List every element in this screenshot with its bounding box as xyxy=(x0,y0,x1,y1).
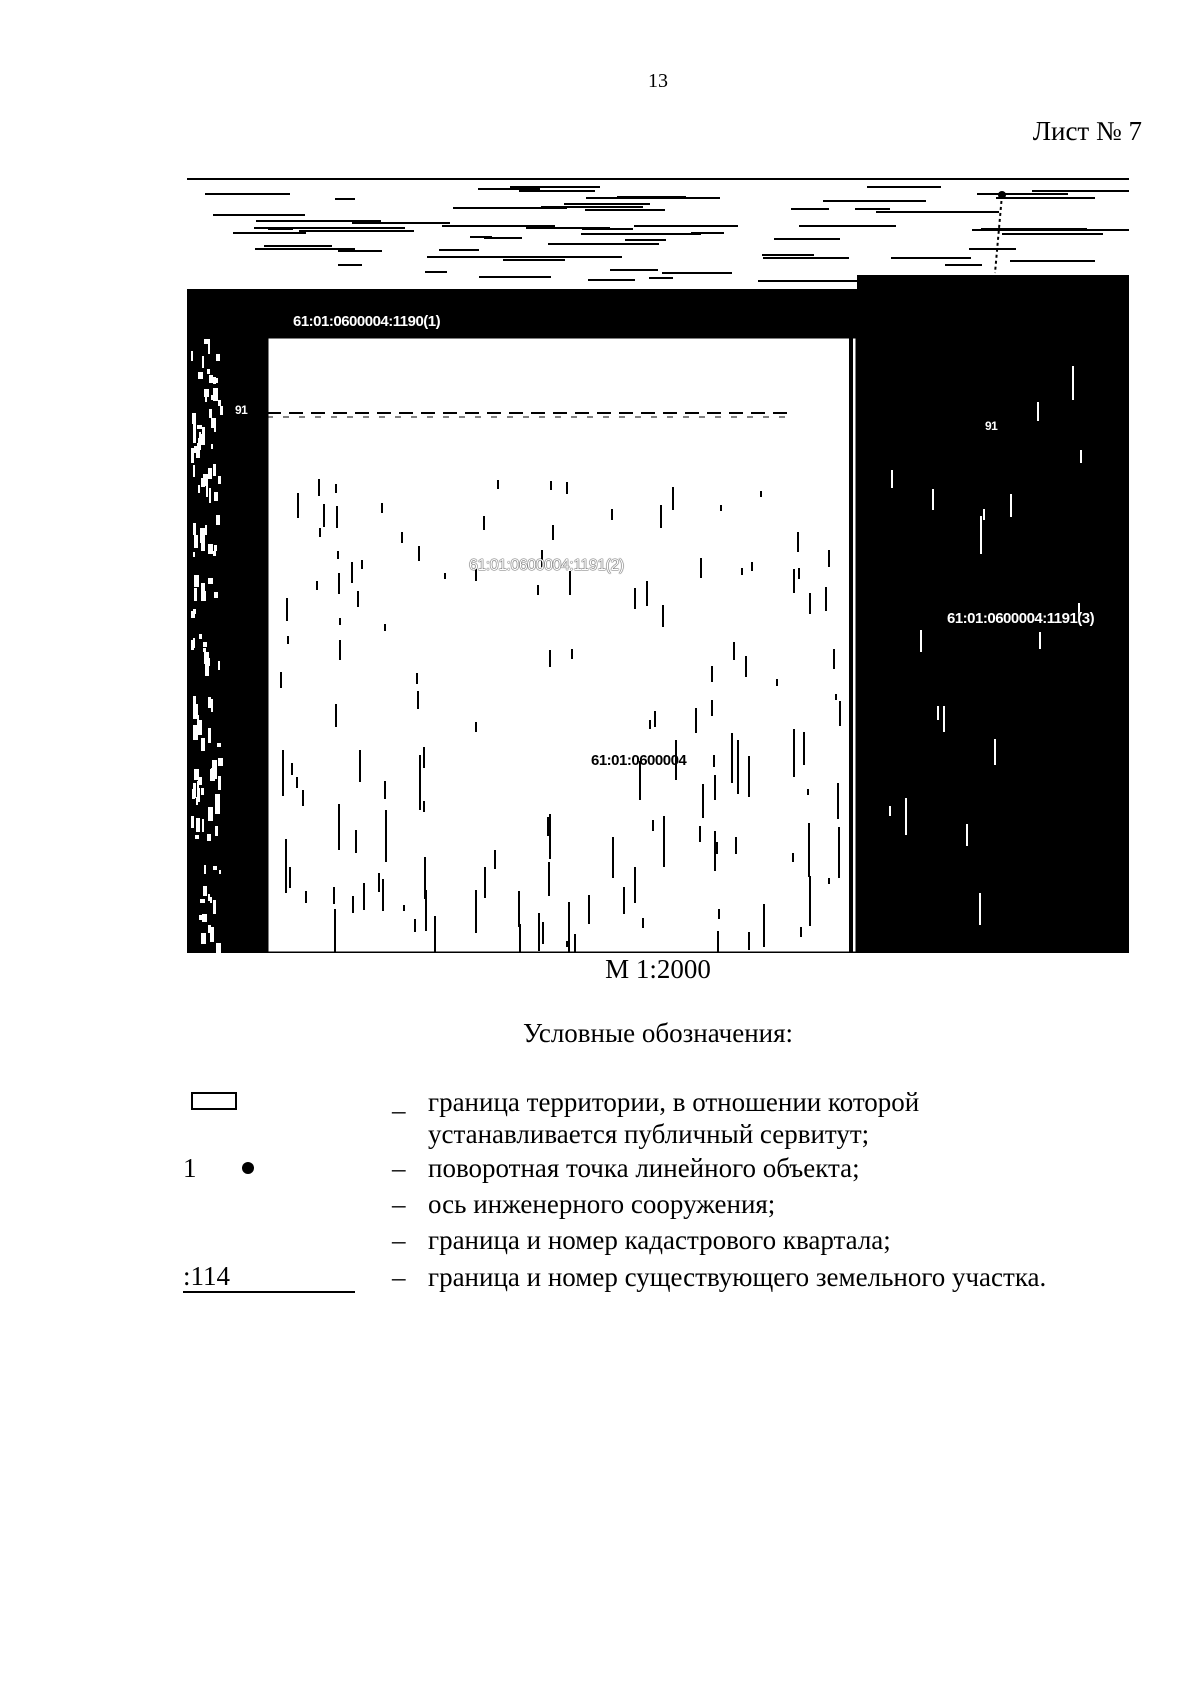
map-speckle xyxy=(218,776,221,790)
map-speckle xyxy=(193,423,196,438)
map-speckle xyxy=(220,406,223,415)
map-speckle xyxy=(201,738,205,751)
map-canvas xyxy=(187,177,1129,953)
map-speckle xyxy=(208,544,213,554)
map-speckle xyxy=(212,760,217,767)
legend-text-line: граница территории, в отношении которой xyxy=(428,1087,920,1117)
map-label-point-91-left: 91 xyxy=(235,403,248,417)
map-speckle xyxy=(211,699,213,712)
map-label-quarter: 61:01:0600004 xyxy=(591,752,687,769)
map-speckle xyxy=(211,395,215,400)
map-speckle xyxy=(211,418,216,428)
map-speckle xyxy=(200,528,205,543)
map-speckle xyxy=(199,432,201,439)
map-speckle xyxy=(203,648,206,652)
map-speckle xyxy=(208,578,213,584)
map-speckle xyxy=(193,725,198,740)
map-speckle xyxy=(219,870,221,874)
map-speckle xyxy=(193,783,196,798)
legend-text: поворотная точка линейного объекта; xyxy=(428,1153,860,1183)
legend-title: Условные обозначения: xyxy=(522,1018,794,1048)
map-speckle xyxy=(211,444,213,449)
map-speckle xyxy=(210,769,215,781)
map-speckle xyxy=(216,943,221,953)
map-speckle xyxy=(204,652,209,664)
map-speckle xyxy=(205,393,207,402)
map-label-parcel-1190: 61:01:0600004:1190(1) xyxy=(293,313,441,330)
map-speckle xyxy=(201,583,205,597)
map-speckle xyxy=(214,545,217,551)
map-speckle xyxy=(213,866,217,870)
map-speckle xyxy=(209,409,212,418)
map-speckle xyxy=(200,899,205,903)
map-speckle xyxy=(208,894,210,901)
map-speckle xyxy=(201,788,204,795)
map-speckle xyxy=(217,743,221,747)
turning-point-number: 1 xyxy=(183,1153,197,1183)
legend-dash: – xyxy=(392,1095,406,1125)
map-speckle xyxy=(215,826,218,836)
legend-text: граница и номер кадастрового квартала; xyxy=(428,1225,891,1255)
legend-text: граница и номер существующего земельного участка. xyxy=(428,1262,1047,1292)
legend-dash: – xyxy=(392,1225,406,1255)
legend-item-servitude-boundary xyxy=(0,1086,1200,1150)
map-speckle xyxy=(195,835,199,839)
map-speckle xyxy=(214,492,218,501)
legend-dash: – xyxy=(392,1262,406,1292)
map-speckle xyxy=(214,592,218,598)
map-speckle xyxy=(213,551,216,556)
page-number: 13 xyxy=(648,70,668,92)
map-speckle xyxy=(206,482,208,497)
map-speckle xyxy=(207,369,210,374)
map-speckle xyxy=(198,485,200,493)
map-speckle xyxy=(218,476,221,484)
map-speckle xyxy=(202,819,204,832)
map-speckle xyxy=(199,634,202,639)
map-label-point-91-right: 91 xyxy=(985,419,998,433)
map-speckle xyxy=(204,865,206,874)
map-speckle xyxy=(207,834,211,841)
legend-text: ось инженерного сооружения; xyxy=(428,1189,776,1219)
map-speckle xyxy=(197,443,201,450)
map-speckle xyxy=(216,354,220,361)
map-speckle xyxy=(208,468,212,479)
map-speckle xyxy=(197,425,202,429)
map-speckle xyxy=(191,351,193,361)
map-speckle xyxy=(193,465,195,477)
map-speckle xyxy=(218,400,221,406)
map-speckle xyxy=(191,448,194,463)
map-label-parcel-1191-2: 61:01:0600004:1191(2) xyxy=(469,557,624,574)
map-speckle xyxy=(198,372,203,379)
map-speckle xyxy=(198,777,202,785)
map-speckle xyxy=(216,394,218,398)
map-speckle xyxy=(192,413,196,424)
servitude-boundary-symbol xyxy=(191,1092,237,1110)
map-speckle xyxy=(208,728,211,743)
map-label-parcel-1191-3: 61:01:0600004:1191(3) xyxy=(947,610,1095,627)
map-speckle xyxy=(197,715,199,722)
map-speckle xyxy=(213,900,216,914)
map-speckle xyxy=(193,638,195,648)
map-speckle xyxy=(193,552,195,557)
map-speckle xyxy=(215,378,218,383)
map-speckle xyxy=(218,758,223,766)
map-speckle xyxy=(202,427,205,434)
map-speckle xyxy=(216,515,220,525)
map-speckle xyxy=(196,818,200,832)
map-speckle xyxy=(191,816,194,828)
map-speckle xyxy=(213,464,216,476)
turning-point-dot xyxy=(242,1162,254,1174)
map-speckle xyxy=(194,588,197,601)
map-speckle xyxy=(196,797,198,805)
map-scale: М 1:2000 xyxy=(605,954,711,984)
map-speckle xyxy=(209,375,213,383)
map-speckle xyxy=(203,642,207,647)
map-speckle xyxy=(205,525,207,535)
map-speckle xyxy=(196,450,200,458)
land-parcel-number: :114 xyxy=(183,1261,355,1293)
map-speckle xyxy=(193,523,196,535)
map-speckle xyxy=(208,807,213,821)
map-speckle xyxy=(209,488,211,503)
legend-text xyxy=(428,1086,1148,1150)
legend-dash: – xyxy=(392,1189,406,1219)
map-speckle xyxy=(204,339,208,344)
legend-text-line: устанавливается публичный сервитут; xyxy=(428,1119,870,1149)
map-speckle xyxy=(202,356,204,368)
map-speckle xyxy=(193,609,196,614)
cadastral-map xyxy=(187,177,1129,953)
map-speckle xyxy=(210,927,214,942)
map-speckle xyxy=(199,915,203,920)
map-speckle xyxy=(203,886,207,896)
map-speckle xyxy=(208,697,211,708)
map-speckle xyxy=(218,661,220,670)
map-speckle xyxy=(210,897,212,903)
map-speckle xyxy=(208,339,210,354)
sheet-label: Лист № 7 xyxy=(1032,116,1142,146)
map-speckle xyxy=(201,933,206,944)
legend-dash: – xyxy=(392,1153,406,1183)
map-speckle xyxy=(194,575,199,587)
map-speckle xyxy=(215,802,220,814)
map-speckle xyxy=(194,535,198,548)
